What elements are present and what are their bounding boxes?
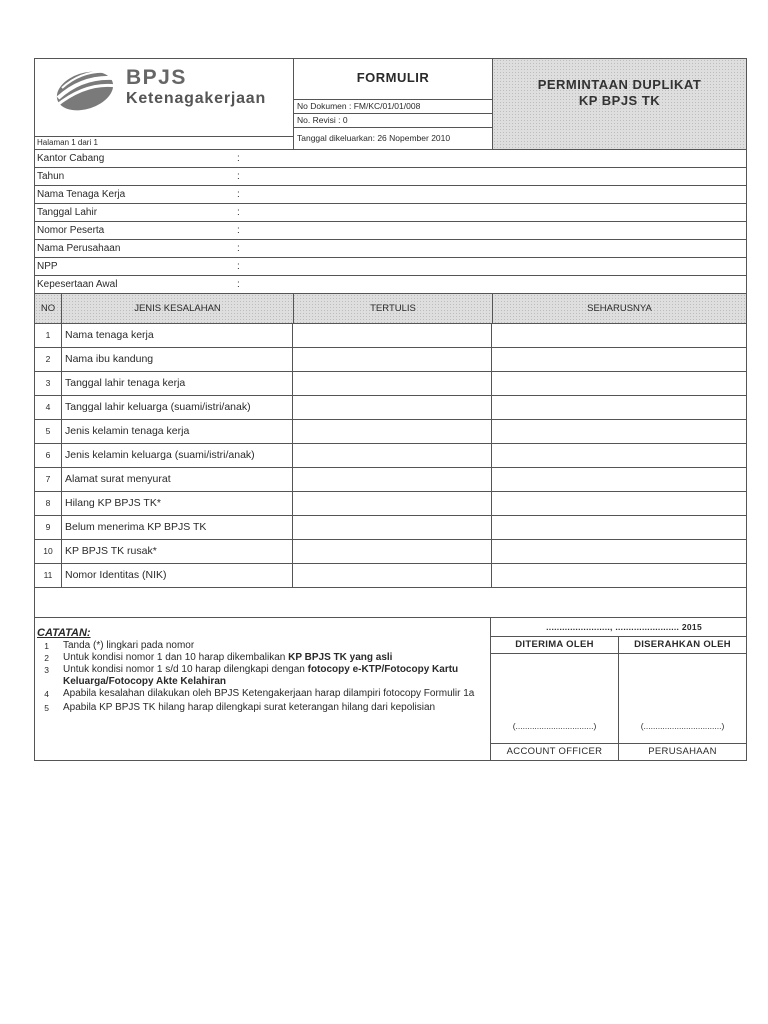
seharusnya-cell[interactable] [492, 348, 746, 371]
info-label: Nama Perusahaan [37, 243, 121, 254]
table-row: 3 Tanggal lahir tenaga kerja [35, 372, 746, 396]
col-header-seharusnya: SEHARUSNYA [587, 303, 652, 314]
revision-number: No. Revisi : 0 [294, 113, 492, 127]
tertulis-cell[interactable] [293, 540, 492, 563]
error-type: Jenis kelamin tenaga kerja [62, 420, 293, 443]
info-row-nomor-peserta: Nomor Peserta : [35, 222, 746, 240]
info-row-tahun: Tahun : [35, 168, 746, 186]
signature-grid [491, 636, 746, 760]
nama-perusahaan-field[interactable] [251, 240, 746, 257]
info-label: Nama Tenaga Kerja [37, 189, 126, 200]
tertulis-cell[interactable] [293, 492, 492, 515]
seharusnya-cell[interactable] [492, 372, 746, 395]
note-item: 4 Apabila kesalahan dilakukan oleh BPJS Ketengakerjaan harap dilampiri fotocopy Formulir 1a [44, 688, 475, 699]
seharusnya-cell[interactable] [492, 444, 746, 467]
bpjs-globe-icon [52, 68, 118, 114]
seharusnya-cell[interactable] [492, 540, 746, 563]
table-row: 11 Nomor Identitas (NIK) [35, 564, 746, 588]
table-row: 7 Alamat surat menyurat [35, 468, 746, 492]
error-type: Nomor Identitas (NIK) [62, 564, 293, 587]
info-row-tanggal-lahir: Tanggal Lahir : [35, 204, 746, 222]
info-label: Nomor Peserta [37, 225, 105, 236]
received-by-column [491, 637, 618, 760]
page-indicator: Halaman 1 dari 1 [35, 136, 293, 149]
seharusnya-cell[interactable] [492, 396, 746, 419]
error-type: Belum menerima KP BPJS TK [62, 516, 293, 539]
notes-section [35, 618, 491, 760]
seharusnya-cell[interactable] [492, 564, 746, 587]
tertulis-cell[interactable] [293, 444, 492, 467]
error-table-body [35, 324, 746, 618]
info-row-kantor-cabang: Kantor Cabang : [35, 150, 746, 168]
tertulis-cell[interactable] [293, 516, 492, 539]
duplicate-card-request-form [34, 58, 747, 761]
formulir-label: FORMULIR [356, 70, 430, 85]
seharusnya-cell[interactable] [492, 492, 746, 515]
note-emphasis: fotocopy e-KTP/Fotocopy Kartu Keluarga/Fotocopy Akte Kelahiran [63, 664, 459, 687]
npp-field[interactable] [251, 258, 746, 275]
seharusnya-cell[interactable] [492, 468, 746, 491]
info-label: Tanggal Lahir [37, 207, 98, 218]
form-title-line2: KP BPJS TK [578, 93, 661, 108]
error-type: Jenis kelamin keluarga (suami/istri/anak) [62, 444, 293, 467]
notes-title: CATATAN: [37, 627, 91, 639]
error-table-header [35, 293, 746, 324]
signature-section [491, 618, 746, 760]
tahun-field[interactable] [251, 168, 746, 185]
info-row-kepesertaan-awal: Kepesertaan Awal : [35, 276, 746, 293]
col-header-jenis: JENIS KESALAHAN [62, 294, 294, 323]
info-label: Kantor Cabang [37, 153, 105, 164]
tertulis-cell[interactable] [293, 324, 492, 347]
received-by-title: DITERIMA OLEH [491, 637, 618, 654]
handed-by-title: DISERAHKAN OLEH [619, 637, 746, 654]
tertulis-cell[interactable] [293, 348, 492, 371]
table-row: 5 Jenis kelamin tenaga kerja [35, 420, 746, 444]
form-title-line1: PERMINTAAN DUPLIKAT [537, 77, 702, 92]
note-item: 3 Untuk kondisi nomor 1 s/d 10 harap dilengkapi dengan fotocopy e-KTP/Fotocopy Kartu Keluarga/Fotocopy Akte Kelahiran [44, 664, 459, 687]
table-row: 4 Tanggal lahir keluarga (suami/istri/anak) [35, 396, 746, 420]
table-row: 1 Nama tenaga kerja [35, 324, 746, 348]
received-by-role: ACCOUNT OFFICER [491, 743, 618, 760]
seharusnya-cell[interactable] [492, 516, 746, 539]
info-label: Tahun [37, 171, 65, 182]
note-item: 5 Apabila KP BPJS TK hilang harap dilengkapi surat keterangan hilang dari kepolisian [44, 702, 436, 713]
logo-cell [35, 59, 294, 149]
note-emphasis: KP BPJS TK yang asli [288, 652, 393, 663]
error-type: Hilang KP BPJS TK* [62, 492, 293, 515]
note-item: 1 Tanda (*) lingkari pada nomor [44, 640, 195, 651]
tertulis-cell[interactable] [293, 564, 492, 587]
kantor-cabang-field[interactable] [251, 150, 746, 167]
error-type: Nama tenaga kerja [62, 324, 293, 347]
form-header [35, 59, 746, 150]
form-footer [35, 618, 746, 760]
table-row: 6 Jenis kelamin keluarga (suami/istri/anak) [35, 444, 746, 468]
document-number: No Dokumen : FM/KC/01/01/008 [294, 99, 492, 113]
info-row-npp: NPP : [35, 258, 746, 276]
tertulis-cell[interactable] [293, 468, 492, 491]
table-row: 10 KP BPJS TK rusak* [35, 540, 746, 564]
handed-by-role: PERUSAHAAN [619, 743, 746, 760]
signature-date[interactable]: ........................, ........................ 2015 [546, 622, 702, 632]
error-type: Nama ibu kandung [62, 348, 293, 371]
info-row-nama-tenaga-kerja: Nama Tenaga Kerja : [35, 186, 746, 204]
note-item: 2 Untuk kondisi nomor 1 dan 10 harap dikembalikan KP BPJS TK yang asli [44, 652, 393, 663]
participant-info [35, 150, 746, 293]
error-type: KP BPJS TK rusak* [62, 540, 293, 563]
form-title [493, 59, 746, 149]
logo-brand: BPJS [126, 66, 187, 89]
seharusnya-cell[interactable] [492, 324, 746, 347]
error-type: Alamat surat menyurat [62, 468, 293, 491]
seharusnya-cell[interactable] [492, 420, 746, 443]
document-info-cell [294, 59, 493, 149]
table-row: 2 Nama ibu kandung [35, 348, 746, 372]
col-header-tertulis: TERTULIS [294, 294, 493, 323]
received-by-signature-line[interactable]: (.................................) [512, 721, 597, 731]
col-header-no: NO [35, 294, 62, 323]
handed-by-column [618, 637, 746, 760]
tertulis-cell[interactable] [293, 372, 492, 395]
info-label: NPP [37, 261, 58, 272]
table-spacer-row [35, 588, 746, 618]
tertulis-cell[interactable] [293, 420, 492, 443]
info-row-nama-perusahaan: Nama Perusahaan : [35, 240, 746, 258]
table-row: 8 Hilang KP BPJS TK* [35, 492, 746, 516]
issue-date: Tanggal dikeluarkan: 26 Nopember 2010 [294, 127, 492, 148]
table-row: 9 Belum menerima KP BPJS TK [35, 516, 746, 540]
kepesertaan-awal-field[interactable] [251, 276, 746, 293]
nomor-peserta-field[interactable] [251, 222, 746, 239]
error-type: Tanggal lahir keluarga (suami/istri/anak) [62, 396, 293, 419]
tanggal-lahir-field[interactable] [251, 204, 746, 221]
tertulis-cell[interactable] [293, 396, 492, 419]
info-label: Kepesertaan Awal [37, 279, 118, 290]
handed-by-signature-line[interactable]: (.................................) [640, 721, 725, 731]
error-type: Tanggal lahir tenaga kerja [62, 372, 293, 395]
nama-tenaga-kerja-field[interactable] [251, 186, 746, 203]
logo-subtitle: Ketenagakerjaan [126, 90, 267, 107]
